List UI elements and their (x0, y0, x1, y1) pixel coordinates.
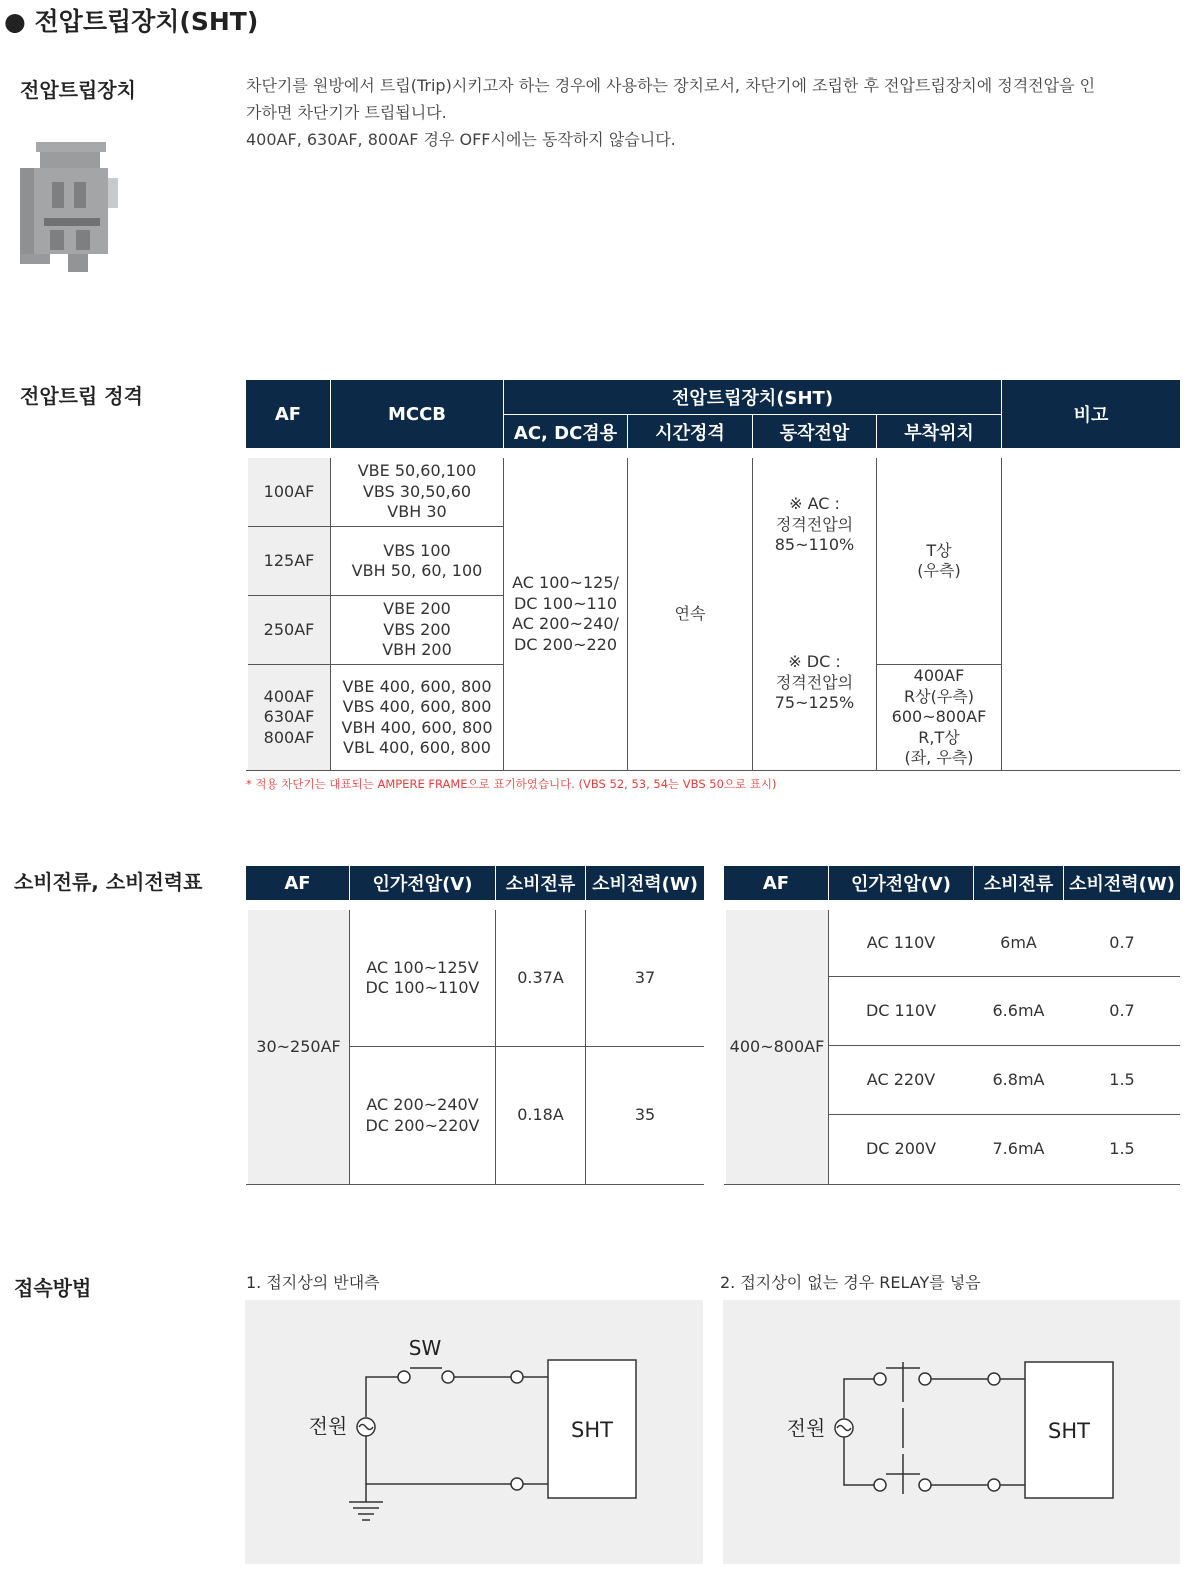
op-ac-value: ※ AC : 정격전압의 85~110% (774, 494, 855, 555)
row-af: 400AF 630AF 800AF (248, 665, 330, 770)
th-sht: 전압트립장치(SHT) (504, 380, 1001, 414)
power-cell: 1.5 (1109, 1069, 1135, 1089)
volt-cell: AC 220V (866, 1069, 936, 1089)
acdc-value: AC 100~125/ DC 100~110 AC 200~240/ DC 200~220 (512, 573, 619, 654)
current-cell: 0.18A (517, 1105, 564, 1125)
volt-cell: AC 110V (866, 932, 936, 952)
current-cell: 0.37A (517, 967, 564, 987)
diagram2-circuit (723, 1300, 1180, 1564)
sw-label: SW (408, 1336, 442, 1360)
th-acdc: AC, DC겸용 (504, 415, 627, 448)
sht-description (246, 72, 1126, 153)
row-mccb: VBE 400, 600, 800 VBS 400, 600, 800 VBH 400, 600, 800 VBL 400, 600, 800 (341, 676, 493, 757)
row-mccb: VBE 200 VBS 200 VBH 200 (382, 599, 452, 660)
diagram2 (723, 1300, 1180, 1564)
volt-cell: AC 100~125V DC 100~110V (365, 957, 480, 997)
sht-label: SHT (1048, 1419, 1090, 1443)
power-cell: 1.5 (1109, 1139, 1135, 1159)
volt-cell: DC 200V (865, 1139, 937, 1159)
power-cell: 37 (634, 967, 656, 987)
af-cell: 400~800AF (726, 910, 828, 1184)
diagram1 (245, 1300, 703, 1564)
diagram1-circuit (245, 1300, 703, 1564)
desc-line: 가하면 차단기가 트립됩니다. (246, 103, 447, 122)
mount-t-value: T상 (우측) (917, 540, 961, 580)
sht-label: SHT (571, 1418, 613, 1442)
rating-note: * 적용 차단기는 대표되는 AMPERE FRAME으로 표기하였습니다. (VBS 52, 53, 54는 VBS 50으로 표시) (246, 777, 777, 791)
current-cell: 6.8mA (992, 1069, 1045, 1089)
th-mccb: MCCB (331, 380, 503, 448)
consumption-table-left (246, 866, 704, 1186)
desc-line: 400AF, 630AF, 800AF 경우 OFF시에는 동작하지 않습니다. (246, 130, 676, 149)
power-cell: 0.7 (1109, 932, 1135, 952)
source-label: 전원 (308, 1414, 348, 1438)
page-title: ● 전압트립장치(SHT) (4, 7, 259, 36)
th-mount: 부착위치 (877, 415, 1001, 448)
diagram2-caption: 2. 접지상이 없는 경우 RELAY를 넣음 (720, 1273, 981, 1292)
th-power: 소비전력(W) (1064, 866, 1180, 900)
th-current: 소비전류 (496, 866, 585, 900)
row-mccb: VBS 100 VBH 50, 60, 100 (351, 540, 483, 580)
th-remark: 비고 (1002, 380, 1180, 448)
th-af: AF (246, 380, 330, 448)
row-af: 100AF (248, 458, 330, 526)
section-label-connection: 접속방법 (14, 1276, 92, 1300)
th-volt: 인가전압(V) (829, 866, 973, 900)
volt-cell: DC 110V (865, 1000, 937, 1020)
diagram1-caption: 1. 접지상의 반대측 (246, 1273, 380, 1292)
product-image (12, 138, 122, 278)
source-label: 전원 (786, 1416, 826, 1440)
th-volt: 인가전압(V) (350, 866, 495, 900)
af-cell: 30~250AF (248, 910, 349, 1184)
th-time: 시간정격 (628, 415, 752, 448)
power-cell: 0.7 (1109, 1000, 1135, 1020)
row-af: 250AF (248, 596, 330, 664)
row-af: 125AF (248, 527, 330, 595)
section-label-sht: 전압트립장치 (20, 78, 136, 102)
current-cell: 6.6mA (992, 1000, 1045, 1020)
rating-table (246, 380, 1180, 772)
th-af: AF (246, 866, 349, 900)
section-label-rating: 전압트립 정격 (20, 384, 143, 408)
op-dc-value: ※ DC : 정격전압의 75~125% (774, 652, 855, 713)
th-op: 동작전압 (753, 415, 876, 448)
row-mccb: VBE 50,60,100 VBS 30,50,60 VBH 30 (357, 461, 477, 522)
desc-line: 차단기를 원방에서 트립(Trip)시키고자 하는 경우에 사용하는 장치로서, 차단기에 조립한 후 전압트립장치에 정격전압을 인 (246, 76, 1096, 95)
time-value: 연속 (674, 603, 706, 623)
power-cell: 35 (634, 1105, 656, 1125)
consumption-table-right (724, 866, 1180, 1186)
section-label-consumption: 소비전류, 소비전력표 (14, 870, 203, 894)
current-cell: 6mA (1000, 932, 1037, 952)
mount-r-value: 400AF R상(우측) 600~800AF R,T상 (좌, 우측) (891, 666, 987, 768)
th-current: 소비전류 (974, 866, 1063, 900)
volt-cell: AC 200~240V DC 200~220V (365, 1095, 480, 1135)
th-af: AF (724, 866, 828, 900)
th-power: 소비전력(W) (586, 866, 704, 900)
current-cell: 7.6mA (992, 1139, 1045, 1159)
